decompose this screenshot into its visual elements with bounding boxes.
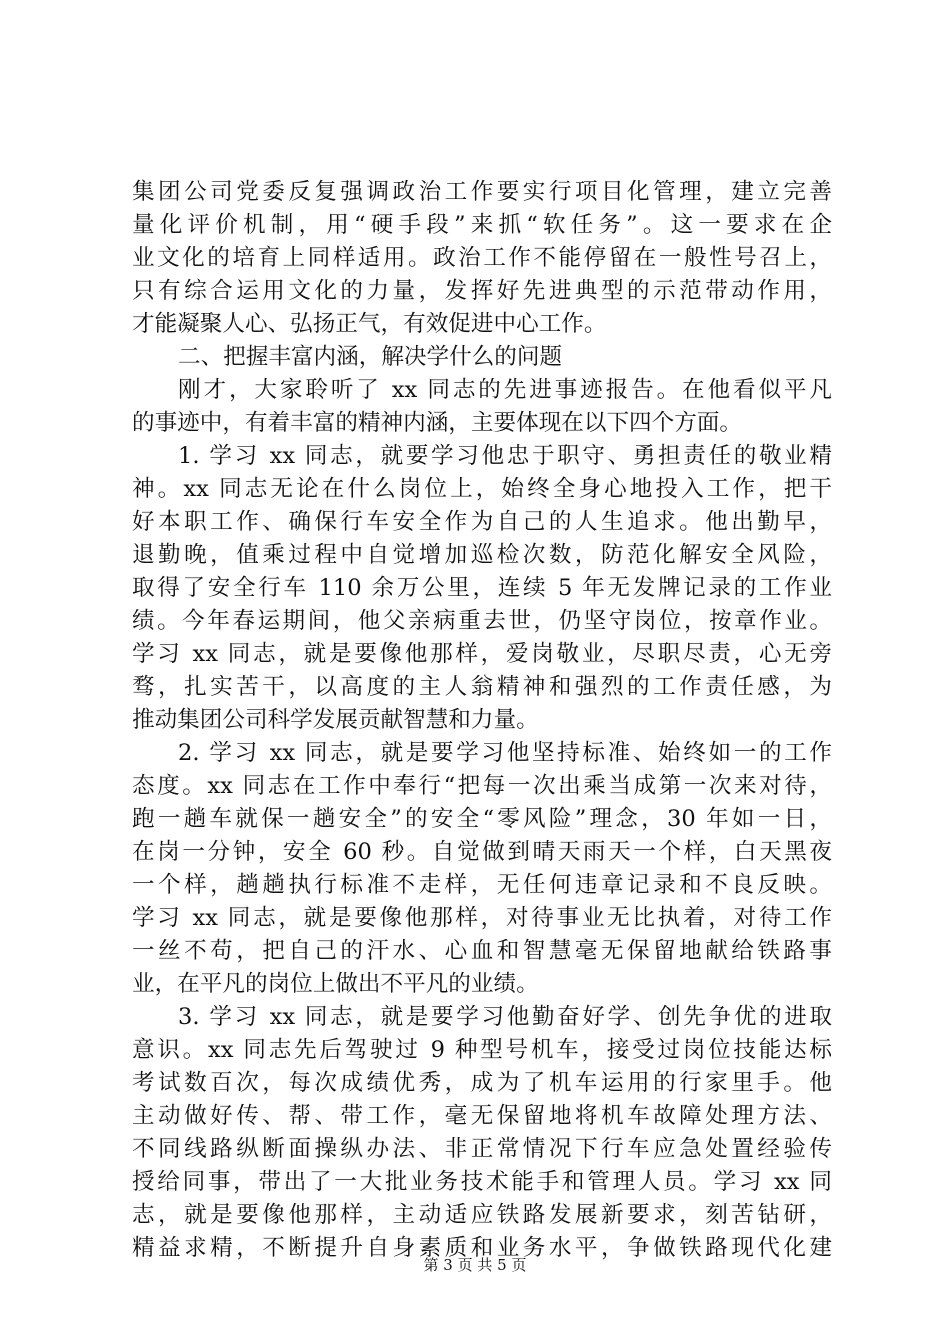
text-line: 集团公司党委反复强调政治工作要实行项目化管理，建立完善 [132, 179, 832, 205]
text-line: 才能凝聚人心、弘扬正气，有效促进中心工作。 [132, 311, 607, 337]
text-line: 业文化的培育上同样适用。政治工作不能停留在一般性号召上， [132, 245, 832, 271]
text-line: 只有综合运用文化的力量，发挥好先进典型的示范带动作用， [132, 278, 832, 304]
paragraph [132, 440, 832, 737]
text-line: 一丝不苟，把自己的汗水、心血和智慧毫无保留地献给铁路事 [132, 938, 832, 964]
paragraph [132, 737, 832, 1001]
text-line: 志，就是要像他那样，主动适应铁路发展新要求，刻苦钻研， [132, 1202, 832, 1228]
text-line: 在岗一分钟，安全 60 秒。自觉做到晴天雨天一个样，白天黑夜 [132, 839, 832, 865]
text-line: 退勤晚，值乘过程中自觉增加巡检次数，防范化解安全风险， [132, 542, 832, 568]
text-line: 取得了安全行车 110 余万公里，连续 5 年无发牌记录的工作业 [132, 575, 832, 601]
text-line: 一个样，趟趟执行标准不走样，无任何违章记录和不良反映。 [132, 872, 832, 898]
text-line: 精益求精，不断提升自身素质和业务水平，争做铁路现代化建 [132, 1235, 832, 1261]
text-line: 授给同事，带出了一大批业务技术能手和管理人员。学习 xx 同 [132, 1169, 832, 1195]
text-line: 学习 xx 同志，就是要像他那样，爱岗敬业，尽职尽责，心无旁 [132, 641, 832, 667]
text-line: 刚才，大家聆听了 xx 同志的先进事迹报告。在他看似平凡 [178, 377, 832, 403]
paragraph [132, 341, 832, 374]
text-line: 推动集团公司科学发展贡献智慧和力量。 [132, 707, 539, 733]
text-line: 业，在平凡的岗位上做出不平凡的业绩。 [132, 971, 539, 997]
text-line: 2. 学习 xx 同志，就是要学习他坚持标准、始终如一的工作 [178, 740, 832, 766]
page-footer: 第 3 页 共 5 页 [423, 1256, 527, 1274]
paragraph [132, 1001, 832, 1265]
text-line: 3. 学习 xx 同志，就是要学习他勤奋好学、创先争优的进取 [178, 1004, 832, 1030]
text-line: 考试数百次，每次成绩优秀，成为了机车运用的行家里手。他 [132, 1070, 832, 1096]
body-text [132, 176, 832, 1265]
text-line: 好本职工作、确保行车安全作为自己的人生追求。他出勤早， [132, 509, 832, 535]
paragraph [132, 176, 832, 341]
text-line: 主动做好传、帮、带工作，毫无保留地将机车故障处理方法、 [132, 1103, 832, 1129]
text-line: 绩。今年春运期间，他父亲病重去世，仍坚守岗位，按章作业。 [132, 608, 832, 634]
text-line: 1. 学习 xx 同志，就要学习他忠于职守、勇担责任的敬业精 [178, 443, 832, 469]
text-line: 态度。xx 同志在工作中奉行“把每一次出乘当成第一次来对待， [132, 773, 832, 799]
text-line: 二、把握丰富内涵，解决学什么的问题 [178, 344, 563, 370]
text-line: 的事迹中，有着丰富的精神内涵，主要体现在以下四个方面。 [132, 410, 743, 436]
text-line: 意识。xx 同志先后驾驶过 9 种型号机车，接受过岗位技能达标 [132, 1037, 832, 1063]
text-line: 骛，扎实苦干，以高度的主人翁精神和强烈的工作责任感，为 [132, 674, 832, 700]
text-line: 学习 xx 同志，就是要像他那样，对待事业无比执着，对待工作 [132, 905, 832, 931]
text-line: 不同线路纵断面操纵办法、非正常情况下行车应急处置经验传 [132, 1136, 832, 1162]
text-line: 跑一趟车就保一趟安全”的安全“零风险”理念，30 年如一日， [132, 806, 832, 832]
paragraph [132, 374, 832, 440]
text-line: 量化评价机制，用“硬手段”来抓“软任务”。这一要求在企 [132, 212, 832, 238]
text-line: 神。xx 同志无论在什么岗位上，始终全身心地投入工作，把干 [132, 476, 832, 502]
